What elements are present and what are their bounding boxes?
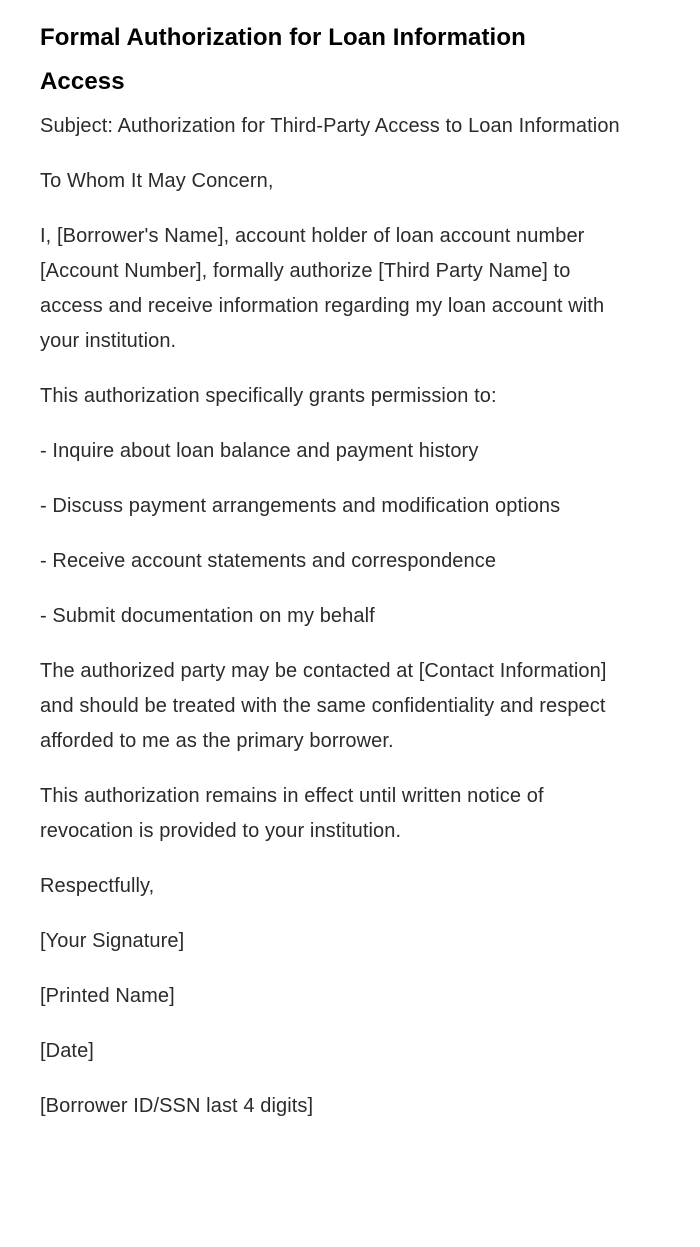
subject-line: Subject: Authorization for Third-Party Access to Loan Information bbox=[40, 115, 620, 137]
document-title: Formal Authorization for Loan Information Access bbox=[40, 24, 526, 95]
contact-paragraph: The authorized party may be contacted at [Contact Information] and should be treated with the same confidentiality and respect afforded to me as the primary borrower. bbox=[40, 660, 607, 752]
intro-paragraph: I, [Borrower's Name], account holder of loan account number [Account Number], formally authorize [Third Party Name] to access and receive information regarding my loan account with your institution. bbox=[40, 225, 605, 352]
permission-item-submit: - Submit documentation on my behalf bbox=[40, 605, 375, 627]
permission-item-inquire: - Inquire about loan balance and payment history bbox=[40, 440, 479, 462]
permission-item-receive: - Receive account statements and correspondence bbox=[40, 550, 497, 572]
signature-line-borrower-id: [Borrower ID/SSN last 4 digits] bbox=[40, 1095, 314, 1117]
signature-line-printed-name: [Printed Name] bbox=[40, 985, 175, 1007]
signature-line-date: [Date] bbox=[40, 1040, 94, 1062]
closing-salutation: Respectfully, bbox=[40, 875, 155, 897]
permissions-intro: This authorization specifically grants permission to: bbox=[40, 385, 497, 407]
permission-item-discuss: - Discuss payment arrangements and modification options bbox=[40, 495, 561, 517]
salutation: To Whom It May Concern, bbox=[40, 170, 274, 192]
signature-line-signature: [Your Signature] bbox=[40, 930, 185, 952]
effect-paragraph: This authorization remains in effect until written notice of revocation is provided to your institution. bbox=[40, 785, 544, 842]
